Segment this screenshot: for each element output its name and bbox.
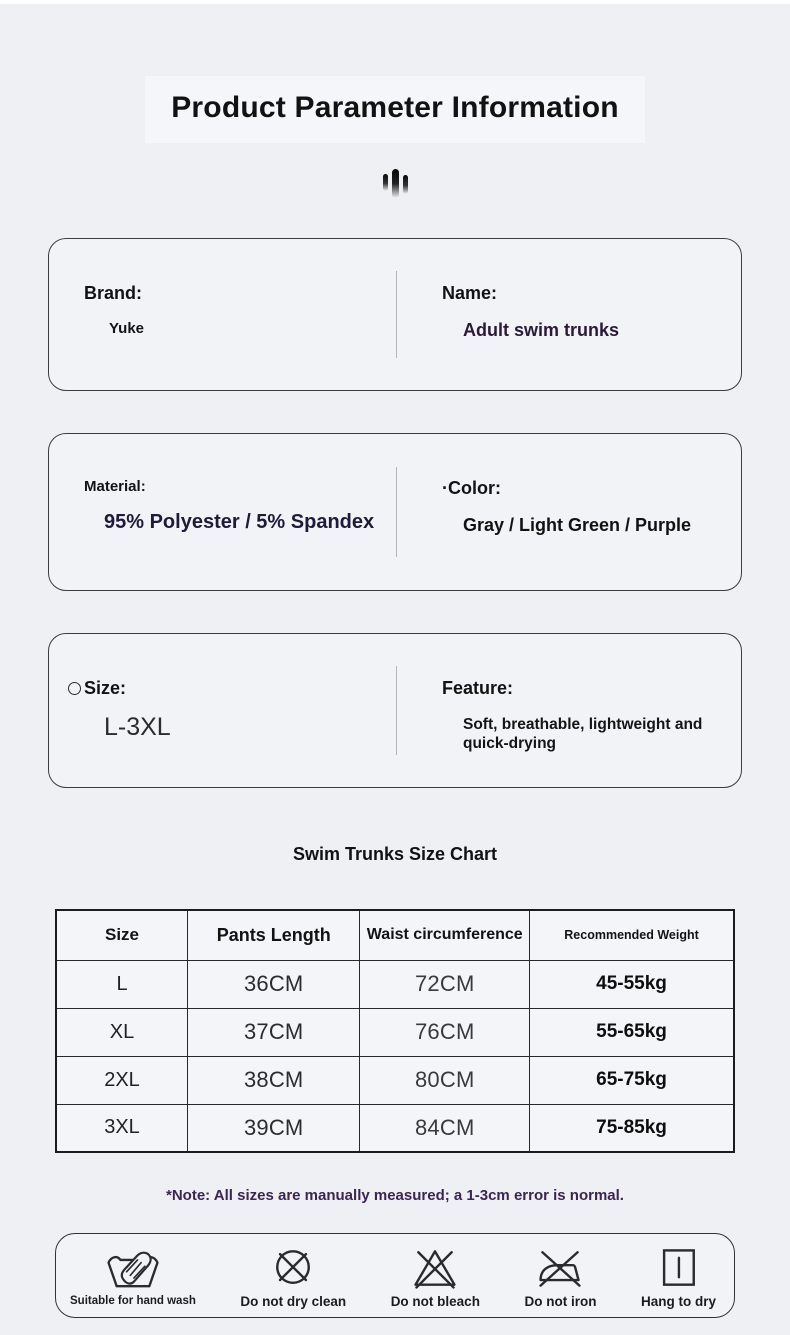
brand-column xyxy=(49,239,396,390)
column-header-weight: Recommended Weight xyxy=(530,910,734,960)
table-header-row xyxy=(56,910,734,960)
cell-waist: 72CM xyxy=(360,960,530,1008)
size-column xyxy=(49,634,396,787)
care-item-hang-to-dry xyxy=(641,1243,716,1309)
care-instructions-box xyxy=(55,1233,735,1318)
brand-label: Brand: xyxy=(84,283,142,303)
do-not-iron-icon xyxy=(533,1243,587,1293)
care-item-do-not-iron xyxy=(524,1243,596,1309)
cell-weight: 45-55kg xyxy=(530,960,734,1008)
audio-bars-icon xyxy=(0,169,790,201)
table-row xyxy=(56,960,734,1008)
care-label: Do not dry clean xyxy=(240,1293,347,1309)
audio-bar xyxy=(383,174,388,191)
page-title: Product Parameter Information xyxy=(145,76,645,143)
hand-wash-icon xyxy=(104,1244,162,1294)
size-value: L-3XL xyxy=(104,713,171,741)
column-header-pants-length: Pants Length xyxy=(188,910,360,960)
size-label-text: Size: xyxy=(84,678,127,698)
material-label: Material: xyxy=(84,478,146,495)
cell-pants-length: 37CM xyxy=(188,1008,360,1056)
care-label: Do not iron xyxy=(524,1293,597,1309)
table-row xyxy=(56,1104,734,1152)
size-chart-table xyxy=(55,909,735,1153)
measurement-note: *Note: All sizes are manually measured; a 1-3cm error is normal. xyxy=(166,1187,624,1204)
do-not-bleach-icon xyxy=(409,1243,461,1293)
material-column xyxy=(49,434,396,590)
cell-waist: 80CM xyxy=(360,1056,530,1104)
name-label: Name: xyxy=(442,283,498,303)
cell-waist: 84CM xyxy=(360,1104,530,1152)
care-label: Do not bleach xyxy=(390,1293,480,1309)
cell-size: 2XL xyxy=(56,1056,188,1104)
info-box-brand-name xyxy=(48,238,742,391)
care-label: Suitable for hand wash xyxy=(70,1295,196,1307)
material-value: 95% Polyester / 5% Spandex xyxy=(104,511,375,533)
do-not-dry-clean-icon xyxy=(267,1243,319,1293)
info-box-size-feature xyxy=(48,633,742,788)
feature-value: Soft, breathable, lightweight and quick-drying xyxy=(463,716,703,753)
size-label xyxy=(84,678,396,699)
cell-pants-length: 39CM xyxy=(188,1104,360,1152)
size-chart-heading: Swim Trunks Size Chart xyxy=(292,844,498,864)
cell-weight: 65-75kg xyxy=(530,1056,734,1104)
audio-bar xyxy=(392,169,399,198)
color-label: ·Color: xyxy=(442,478,501,498)
cell-weight: 55-65kg xyxy=(530,1008,734,1056)
table-row xyxy=(56,1008,734,1056)
column-header-size: Size xyxy=(56,910,188,960)
name-value: Adult swim trunks xyxy=(463,320,620,340)
cell-size: XL xyxy=(56,1008,188,1056)
care-item-do-not-bleach xyxy=(391,1243,480,1309)
feature-column xyxy=(397,634,741,787)
color-column xyxy=(397,434,741,590)
column-header-waist: Waist circumference xyxy=(360,910,530,960)
care-item-do-not-dry-clean xyxy=(240,1243,346,1309)
brand-value: Yuke xyxy=(109,320,145,337)
cell-size: L xyxy=(56,960,188,1008)
cell-pants-length: 38CM xyxy=(188,1056,360,1104)
table-row xyxy=(56,1056,734,1104)
circle-bullet-icon xyxy=(68,682,81,695)
title-area xyxy=(0,76,790,143)
cell-size: 3XL xyxy=(56,1104,188,1152)
name-column xyxy=(397,239,741,390)
feature-label: Feature: xyxy=(442,678,514,698)
audio-bar xyxy=(403,175,408,194)
care-label: Hang to dry xyxy=(640,1293,716,1309)
color-value: Gray / Light Green / Purple xyxy=(463,515,692,535)
info-box-material-color xyxy=(48,433,742,591)
cell-weight: 75-85kg xyxy=(530,1104,734,1152)
top-white-strip xyxy=(0,0,790,4)
cell-waist: 76CM xyxy=(360,1008,530,1056)
cell-pants-length: 36CM xyxy=(188,960,360,1008)
care-item-hand-wash xyxy=(70,1244,196,1307)
hang-to-dry-icon xyxy=(652,1243,704,1293)
